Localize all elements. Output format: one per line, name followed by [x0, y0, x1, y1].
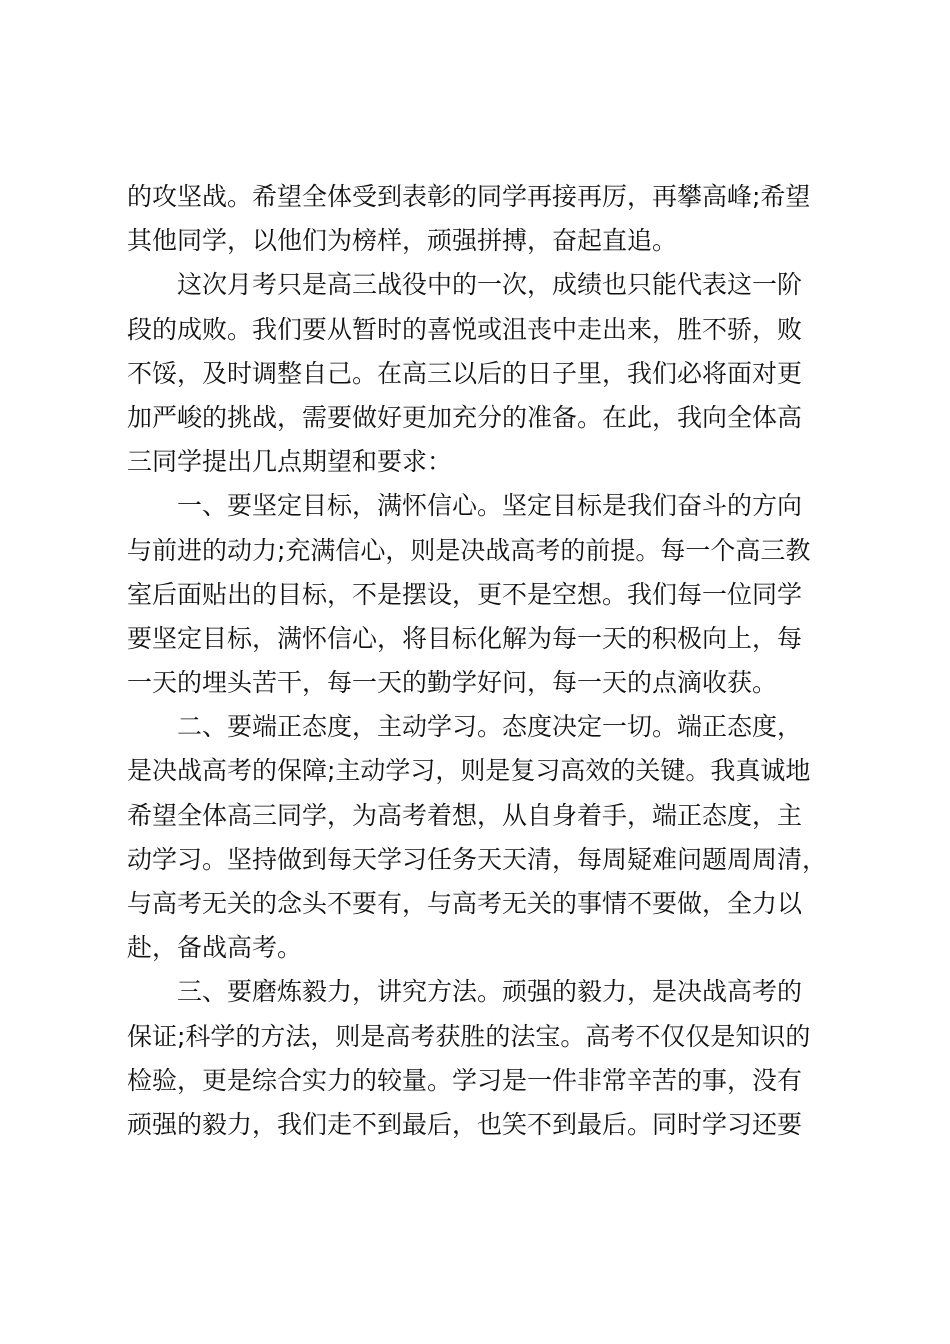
text-line: 不馁，及时调整自己。在高三以后的日子里，我们必将面对更 [127, 358, 803, 388]
text-line: 的攻坚战。希望全体受到表彰的同学再接再厉，再攀高峰;希望 [127, 182, 811, 211]
text-line: 与高考无关的念头不要有，与高考无关的事情不要做，全力以 [127, 889, 803, 918]
text-line: 希望全体高三同学，为高考着想，从自身着手，端正态度，主 [127, 800, 803, 830]
text-line: 与前进的动力;充满信心，则是决战高考的前提。每一个高三教 [127, 535, 811, 565]
text-line: 保证;科学的方法，则是高考获胜的法宝。高考不仅仅是知识的 [127, 1021, 811, 1051]
text-line: 赴，备战高考。 [127, 933, 303, 963]
text-line: 顽强的毅力，我们走不到最后，也笑不到最后。同时学习还要 [127, 1109, 803, 1139]
text-line: 三同学提出几点期望和要求： [127, 447, 453, 477]
text-line: 动学习。坚持做到每天学习任务天天清，每周疑难问题周周清， [127, 844, 828, 874]
text-line: 段的成败。我们要从暂时的喜悦或沮丧中走出来，胜不骄，败 [127, 314, 803, 344]
text-line: 加严峻的挑战，需要做好更加充分的准备。在此，我向全体高 [127, 402, 803, 432]
text-line: 一、要坚定目标，满怀信心。坚定目标是我们奋斗的方向 [127, 491, 803, 521]
text-line: 检验，更是综合实力的较量。学习是一件非常辛苦的事，没有 [127, 1065, 803, 1095]
text-line: 其他同学，以他们为榜样，顽强拼搏，奋起直追。 [127, 226, 678, 256]
text-line: 二、要端正态度，主动学习。态度决定一切。端正态度， [127, 712, 803, 742]
body-text [127, 175, 837, 1147]
text-line: 这次月考只是高三战役中的一次，成绩也只能代表这一阶 [127, 270, 803, 300]
text-line: 室后面贴出的目标，不是摆设，更不是空想。我们每一位同学 [127, 579, 803, 609]
text-line: 是决战高考的保障;主动学习，则是复习高效的关键。我真诚地 [127, 756, 811, 786]
text-line: 一天的埋头苦干，每一天的勤学好问，每一天的点滴收获。 [127, 668, 778, 698]
text-line: 要坚定目标，满怀信心，将目标化解为每一天的积极向上，每 [127, 623, 803, 653]
text-line: 三、要磨炼毅力，讲究方法。顽强的毅力，是决战高考的 [127, 977, 803, 1007]
